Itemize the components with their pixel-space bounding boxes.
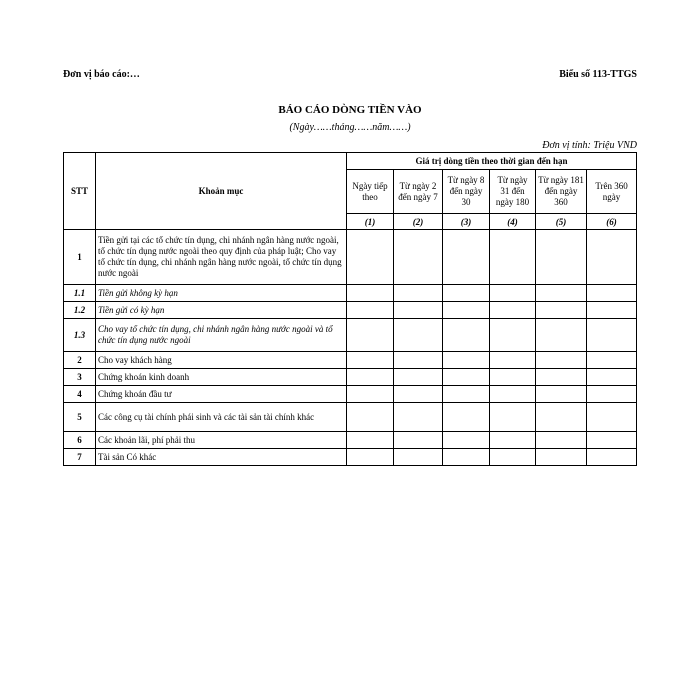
row-stt: 1.3 (64, 319, 96, 352)
stt-header: STT (64, 153, 96, 230)
column-number: (6) (587, 214, 637, 230)
table-row (64, 285, 637, 302)
table-row (64, 230, 637, 285)
value-cell[interactable] (394, 449, 443, 466)
value-cell[interactable] (394, 386, 443, 403)
row-item: Chứng khoán kinh doanh (96, 369, 347, 386)
table-row (64, 302, 637, 319)
report-date-line: (Ngày……tháng……năm……) (289, 122, 411, 133)
value-cell[interactable] (347, 230, 394, 285)
period-header: Từ ngày 8 đến ngày 30 (443, 170, 490, 214)
row-item: Cho vay tổ chức tín dụng, chi nhánh ngân hàng nước ngoài và tổ chức tín dụng nước ngoài (96, 319, 347, 352)
value-cell[interactable] (587, 230, 637, 285)
row-stt: 6 (64, 432, 96, 449)
value-cell[interactable] (394, 230, 443, 285)
period-header: Ngày tiếp theo (347, 170, 394, 214)
value-cell[interactable] (443, 369, 490, 386)
row-stt: 1.1 (64, 285, 96, 302)
row-stt: 5 (64, 403, 96, 432)
row-item: Chứng khoán đầu tư (96, 386, 347, 403)
period-header: Từ ngày 181 đến ngày 360 (536, 170, 587, 214)
reporting-unit-label: Đơn vị báo cáo:… (63, 69, 140, 80)
column-number: (4) (490, 214, 536, 230)
value-cell[interactable] (587, 369, 637, 386)
value-cell[interactable] (536, 230, 587, 285)
period-header: Từ ngày 2 đến ngày 7 (394, 170, 443, 214)
column-number: (5) (536, 214, 587, 230)
row-item: Tiền gửi không kỳ hạn (96, 285, 347, 302)
value-cell[interactable] (536, 302, 587, 319)
value-cell[interactable] (587, 403, 637, 432)
value-cell[interactable] (536, 386, 587, 403)
value-cell[interactable] (490, 432, 536, 449)
row-stt: 4 (64, 386, 96, 403)
value-cell[interactable] (536, 449, 587, 466)
value-cell[interactable] (394, 319, 443, 352)
period-header: Trên 360 ngày (587, 170, 637, 214)
table-row (64, 352, 637, 369)
value-cell[interactable] (587, 386, 637, 403)
row-stt: 2 (64, 352, 96, 369)
value-cell[interactable] (394, 302, 443, 319)
table-row (64, 319, 637, 352)
value-cell[interactable] (443, 386, 490, 403)
value-cell[interactable] (490, 386, 536, 403)
value-cell[interactable] (536, 352, 587, 369)
row-item: Tiền gửi có kỳ hạn (96, 302, 347, 319)
value-cell[interactable] (536, 319, 587, 352)
row-stt: 1 (64, 230, 96, 285)
value-cell[interactable] (347, 285, 394, 302)
column-number: (1) (347, 214, 394, 230)
row-item: Tiền gửi tại các tổ chức tín dụng, chi nhánh ngân hàng nước ngoài, tổ chức tín dụng nước ngoài theo quy định của pháp luật; Cho vay tổ chức tín dụng, chi nhánh ngân hàng nước ngoài, tổ chức tín dụng nước ngoài (96, 230, 347, 285)
row-item: Các công cụ tài chính phái sinh và các tài sản tài chính khác (96, 403, 347, 432)
table-row (64, 432, 637, 449)
value-cell[interactable] (394, 403, 443, 432)
value-cell[interactable] (490, 369, 536, 386)
value-cell[interactable] (587, 432, 637, 449)
value-cell[interactable] (490, 352, 536, 369)
table-row (64, 386, 637, 403)
value-cell[interactable] (587, 352, 637, 369)
value-cell[interactable] (347, 302, 394, 319)
value-cell[interactable] (490, 319, 536, 352)
value-cell[interactable] (536, 285, 587, 302)
row-item: Tài sản Có khác (96, 449, 347, 466)
value-cell[interactable] (536, 403, 587, 432)
value-cell[interactable] (443, 403, 490, 432)
value-cell[interactable] (347, 432, 394, 449)
value-cell[interactable] (443, 319, 490, 352)
value-cell[interactable] (347, 319, 394, 352)
form-number: Biểu số 113-TTGS (559, 69, 637, 80)
value-cell[interactable] (347, 352, 394, 369)
value-cell[interactable] (536, 432, 587, 449)
value-cell[interactable] (490, 230, 536, 285)
row-item: Cho vay khách hàng (96, 352, 347, 369)
value-cell[interactable] (394, 285, 443, 302)
row-item: Các khoản lãi, phí phải thu (96, 432, 347, 449)
value-cell[interactable] (587, 449, 637, 466)
period-header: Từ ngày 31 đến ngày 180 (490, 170, 536, 214)
value-cell[interactable] (394, 432, 443, 449)
value-cell[interactable] (587, 285, 637, 302)
row-stt: 3 (64, 369, 96, 386)
item-header: Khoản mục (96, 153, 347, 230)
value-cell[interactable] (443, 449, 490, 466)
column-number: (2) (394, 214, 443, 230)
value-cell[interactable] (443, 352, 490, 369)
table-row (64, 403, 637, 432)
value-cell[interactable] (443, 230, 490, 285)
value-cell[interactable] (347, 449, 394, 466)
row-stt: 7 (64, 449, 96, 466)
value-cell[interactable] (443, 302, 490, 319)
value-cell[interactable] (490, 449, 536, 466)
value-cell[interactable] (536, 369, 587, 386)
value-cell[interactable] (443, 285, 490, 302)
value-cell[interactable] (347, 403, 394, 432)
value-cell[interactable] (490, 285, 536, 302)
value-cell[interactable] (587, 319, 637, 352)
value-cell[interactable] (587, 302, 637, 319)
row-stt: 1.2 (64, 302, 96, 319)
currency-unit: Đơn vị tính: Triệu VND (542, 140, 637, 151)
value-cell[interactable] (490, 302, 536, 319)
table-row (64, 449, 637, 466)
value-cell[interactable] (347, 369, 394, 386)
value-cell[interactable] (443, 432, 490, 449)
column-number: (3) (443, 214, 490, 230)
maturity-group-header: Giá trị dòng tiền theo thời gian đến hạn (347, 153, 637, 170)
value-cell[interactable] (347, 386, 394, 403)
value-cell[interactable] (394, 352, 443, 369)
table-row (64, 369, 637, 386)
report-title: BÁO CÁO DÒNG TIỀN VÀO (278, 104, 422, 116)
value-cell[interactable] (394, 369, 443, 386)
cash-inflow-table (63, 152, 637, 466)
value-cell[interactable] (490, 403, 536, 432)
